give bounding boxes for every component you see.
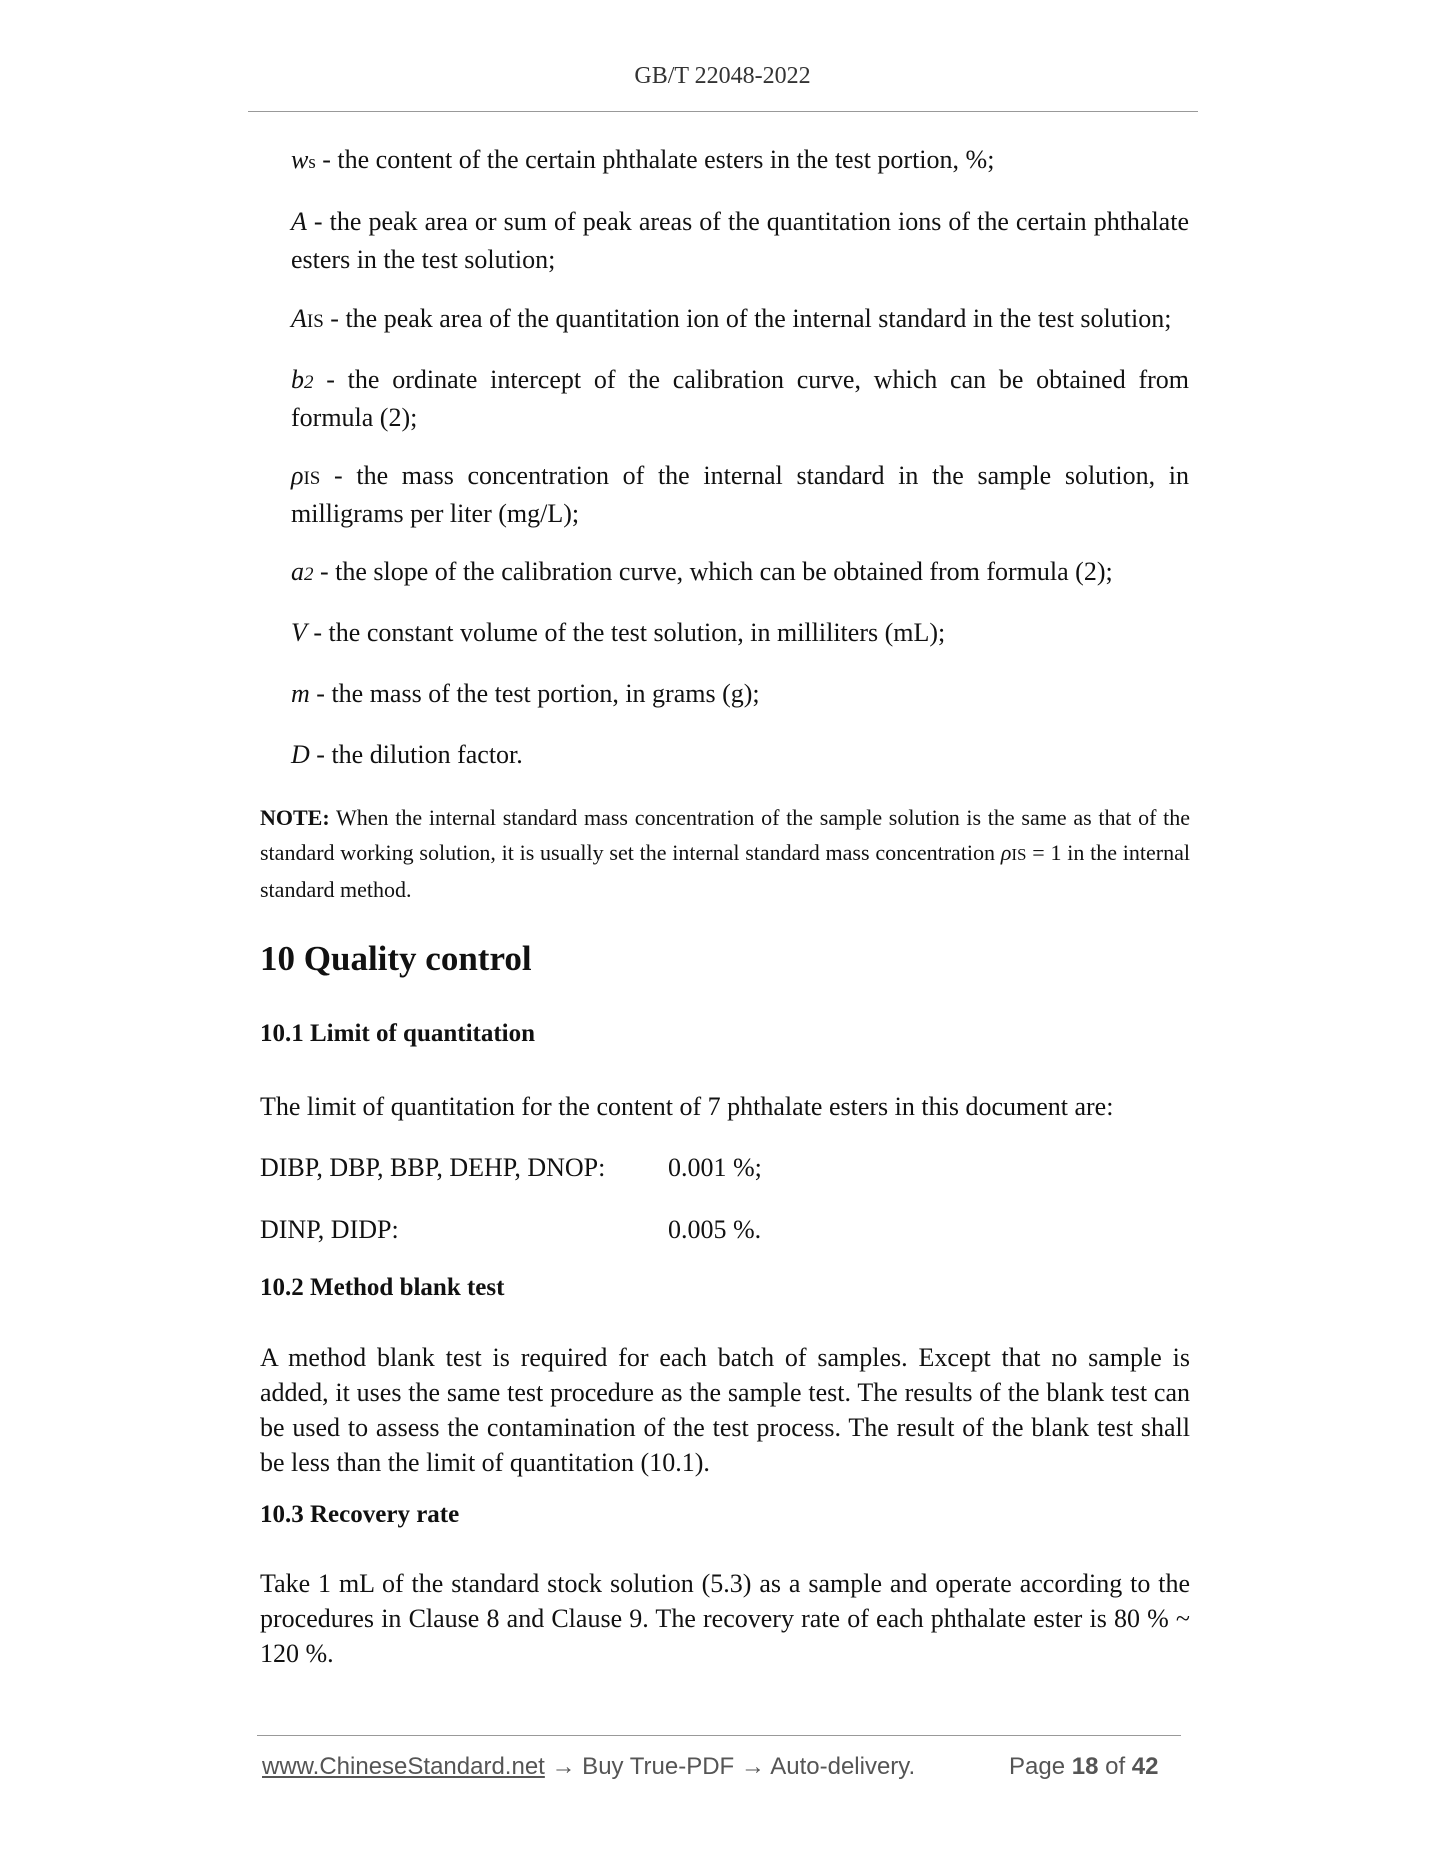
def-symbol: ρ xyxy=(291,461,304,490)
page-header: GB/T 22048-2022 xyxy=(634,63,811,89)
note-text-before: When the internal standard mass concentration of the sample solution is the same as that of the standard working solution, it is usually set the internal standard mass concentration xyxy=(260,805,1190,865)
def-text: - the peak area of the quantitation ion of the internal standard in the test solution; xyxy=(323,304,1172,333)
note-label: NOTE: xyxy=(260,805,330,830)
definition-ais xyxy=(291,301,1189,339)
subsection-heading-10-1: 10.1 Limit of quantitation xyxy=(260,1020,536,1047)
subsection-heading-10-3: 10.3 Recovery rate xyxy=(260,1501,460,1528)
def-text: - the mass of the test portion, in grams (g); xyxy=(309,679,760,708)
def-text: - the ordinate intercept of the calibration curve, which can be obtained from formula (2); xyxy=(291,365,1189,432)
note-subscript: IS xyxy=(1011,845,1027,864)
def-text: - the mass concentration of the internal standard in the sample solution, in milligrams per liter (mg/L); xyxy=(291,461,1189,528)
def-text: - the dilution factor. xyxy=(309,740,523,769)
section-heading: 10 Quality control xyxy=(260,939,532,978)
definition-rho-is xyxy=(291,458,1189,531)
header-divider xyxy=(248,111,1198,112)
def-symbol: A xyxy=(291,304,307,333)
def-symbol: w xyxy=(291,145,309,174)
definition-a2 xyxy=(291,554,1189,592)
footer-promo-text: → Buy True-PDF → Auto-delivery. xyxy=(544,1753,916,1780)
definition-d xyxy=(291,737,1189,775)
footer-divider xyxy=(257,1735,1181,1736)
note-symbol: ρ xyxy=(1000,840,1012,865)
def-subscript: 2 xyxy=(304,564,314,585)
recovery-paragraph: Take 1 mL of the standard stock solution (5.3) as a sample and operate according to the procedures in Clause 8 and Clause 9. The recovery rate of each phthalate ester is 80 % ~ 120 %. xyxy=(260,1569,1190,1668)
loq-row-label: DIBP, DBP, BBP, DEHP, DNOP: xyxy=(260,1153,606,1182)
def-subscript: IS xyxy=(303,468,321,489)
page-number: 18 xyxy=(1071,1753,1099,1780)
definition-a xyxy=(291,204,1189,277)
def-symbol: D xyxy=(291,740,310,769)
loq-intro: The limit of quantitation for the content of 7 phthalate esters in this document are: xyxy=(260,1092,1114,1121)
blank-test-paragraph: A method blank test is required for each batch of samples. Except that no sample is added, it uses the same test procedure as the sample test. The results of the blank test can be used to assess the contamination of the test process. The result of the blank test shall be less than the limit of quantitation (10.1). xyxy=(260,1343,1190,1477)
definition-v xyxy=(291,615,1189,653)
page-counter xyxy=(1009,1753,1159,1781)
footer-website-link[interactable]: www.ChineseStandard.net xyxy=(262,1753,545,1780)
note-paragraph xyxy=(260,800,1190,907)
loq-row-value: 0.005 %. xyxy=(668,1215,762,1244)
definition-ws xyxy=(291,142,1189,180)
def-symbol: a xyxy=(291,557,304,586)
def-subscript: s xyxy=(308,152,316,173)
def-text: - the slope of the calibration curve, which can be obtained from formula (2); xyxy=(313,557,1113,586)
def-text: - the peak area or sum of peak areas of the quantitation ions of the certain phthalate esters in the test solution; xyxy=(291,207,1189,274)
def-text: - the content of the certain phthalate esters in the test portion, %; xyxy=(315,145,995,174)
loq-row-value: 0.001 %; xyxy=(668,1153,762,1182)
definition-b2 xyxy=(291,362,1189,435)
subsection-heading-10-2: 10.2 Method blank test xyxy=(260,1274,505,1301)
def-text: - the constant volume of the test solution, in milliliters (mL); xyxy=(306,618,946,647)
page-total: 42 xyxy=(1131,1753,1159,1780)
definition-m xyxy=(291,676,1189,714)
def-symbol: A xyxy=(291,207,307,236)
note-text-after: = 1 in the internal standard method. xyxy=(260,840,1191,902)
of-word: of xyxy=(1105,1753,1126,1780)
page-word: Page xyxy=(1009,1753,1066,1780)
def-symbol: V xyxy=(291,618,307,647)
loq-row-label: DINP, DIDP: xyxy=(260,1215,399,1244)
def-subscript: IS xyxy=(306,311,324,332)
def-symbol: b xyxy=(291,365,304,394)
def-symbol: m xyxy=(291,679,310,708)
footer-promo xyxy=(262,1753,915,1781)
def-subscript: 2 xyxy=(304,372,314,393)
